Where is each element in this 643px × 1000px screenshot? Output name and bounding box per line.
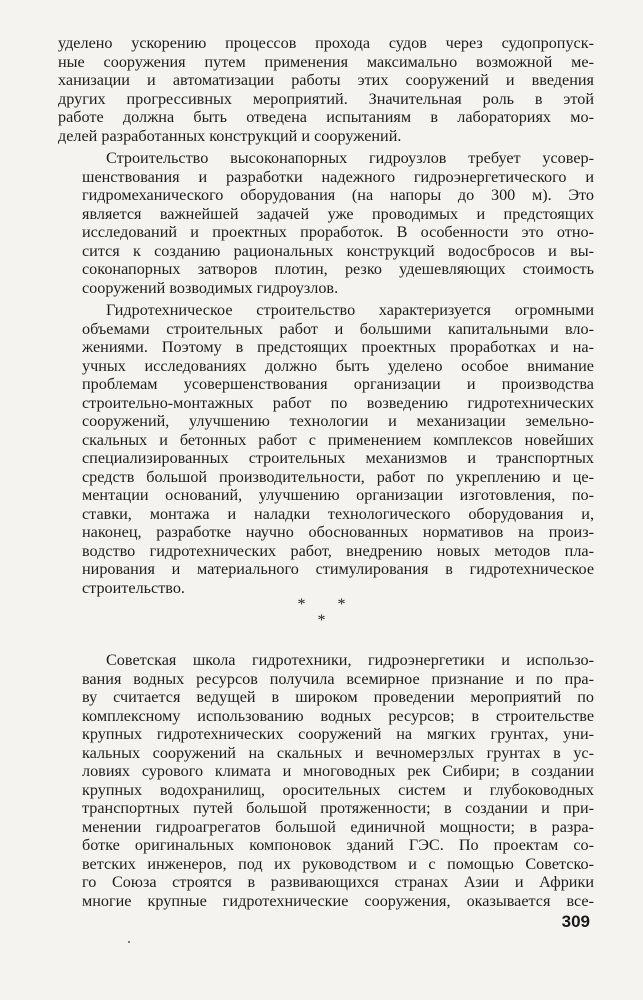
text-line: сооружений возводимых гидроузлов.	[82, 278, 339, 297]
text-line: скальных и бетонных работ с применением комплексов новейших	[82, 430, 594, 449]
text-line: является важнейшей задачей уже проводимых и предстоящих	[82, 204, 594, 223]
text-line: соконапорных затворов плотин, резко удешевляющих стоимость	[82, 260, 594, 278]
text-line: крупных водохранилищ, оросительных систем и глубоководных	[82, 780, 594, 799]
text-line: кальных сооружений на скальных и вечномерзлых грунтах в ус-	[82, 743, 594, 762]
text-line: транспортных путей большой протяженности; в создании и при-	[82, 799, 594, 817]
page-number: 309	[561, 912, 590, 931]
text-line: ботке оригинальных компоновок зданий ГЭС. По проектам со-	[82, 836, 594, 854]
text-line: ву считается ведущей в широком проведении мероприятий по	[82, 688, 594, 706]
text-line: водство гидротехнических работ, внедрению новых методов пла-	[82, 541, 594, 560]
separator-stars-top: * *	[297, 596, 360, 613]
paragraph-1	[58, 34, 594, 145]
text-section-top	[58, 34, 594, 597]
paragraph-4	[58, 651, 594, 910]
text-line: комплексному использованию водных ресурсов; в строительстве	[82, 706, 594, 725]
separator-star-bottom: *	[317, 612, 326, 629]
text-line: Гидротехническое строительство характеризуется огромными	[106, 301, 594, 319]
text-line: многие крупные гидротехнические сооружения, оказывается все-	[82, 891, 594, 910]
text-line: ветских инженеров, под их руководством и с помощью Советско-	[82, 854, 594, 873]
text-line: ханизации и автоматизации работы этих сооружений и введения	[58, 71, 594, 89]
text-section-bottom	[58, 651, 594, 910]
text-line: объемами строительных работ и большими капитальными вло-	[82, 319, 594, 338]
print-speck	[128, 941, 130, 943]
text-line: уделено ускорению процессов прохода судов через судопропуск-	[58, 34, 594, 52]
text-line: вания водных ресурсов получила всемирное признание и по пра-	[82, 669, 594, 688]
text-line: строительно-монтажных работ по возведению гидротехнических	[82, 393, 594, 412]
text-line: проблемам усовершенствования организации и производства	[82, 375, 594, 393]
text-line: специализированных строительных механизмов и транспортных	[82, 449, 594, 467]
text-line: нирования и материального стимулирования в гидротехническое	[82, 560, 594, 578]
text-line: шенствования и разработки надежного гидроэнергетического и	[82, 167, 594, 186]
text-line: крупных гидротехнических сооружений на мягких грунтах, уни-	[82, 725, 594, 743]
text-line: наконец, разработке научно обоснованных нормативов на произ-	[82, 523, 594, 541]
text-line: ставки, монтажа и наладки технологического оборудования и,	[82, 504, 594, 523]
text-line: других прогрессивных мероприятий. Значительная роль в этой	[58, 89, 594, 108]
text-line: го Союза строятся в развивающихся странах Азии и Африки	[82, 873, 594, 891]
text-line: исследований и проектных проработок. В особенности это отно-	[82, 223, 594, 241]
text-line: учных исследованиях должно быть уделено особое внимание	[82, 356, 594, 375]
text-line: средств большой производительности, работ по укреплению и це-	[82, 467, 594, 486]
text-line: ные сооружения путем применения максимально возможной ме-	[58, 52, 594, 71]
text-line: Советская школа гидротехники, гидроэнергетики и использо-	[106, 651, 594, 669]
text-line: строительство.	[82, 578, 185, 597]
text-line: менении гидроагрегатов большой единичной мощности; в разра-	[82, 817, 594, 836]
text-line: жениями. Поэтому в предстоящих проектных проработках и на-	[82, 338, 594, 356]
text-line: ментации оснований, улучшению организации изготовления, по-	[82, 486, 594, 504]
text-line: сооружений, улучшению технологии и механизации земельно-	[82, 412, 594, 430]
text-line: гидромеханического оборудования (на напоры до 300 м). Это	[82, 186, 594, 204]
text-line: Строительство высоконапорных гидроузлов требует усовер-	[106, 149, 594, 167]
text-line: работе должна быть отведена испытаниям в лабораториях мо-	[58, 108, 594, 126]
paragraph-2	[58, 149, 594, 297]
paragraph-3	[58, 301, 594, 597]
text-line: сится к созданию рациональных конструкций водосбросов и вы-	[82, 241, 594, 260]
text-line: ловиях сурового климата и многоводных рек Сибири; в создании	[82, 762, 594, 780]
text-line: делей разработанных конструкций и сооружений.	[58, 126, 402, 145]
